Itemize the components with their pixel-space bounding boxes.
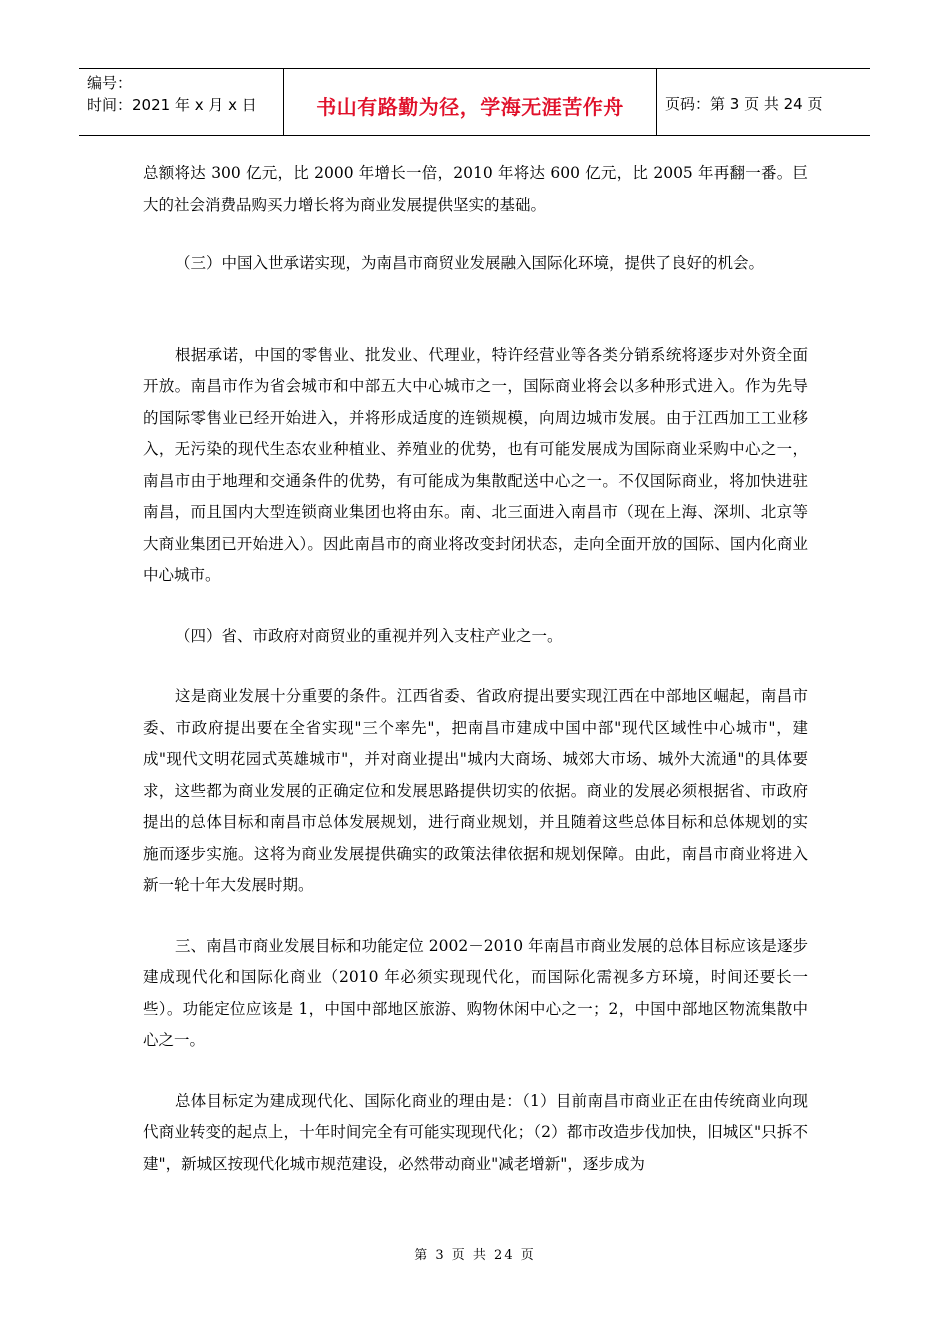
header-time: 时间：2021 年 x 月 x 日 — [87, 96, 257, 114]
paragraph: 这是商业发展十分重要的条件。江西省委、省政府提出要实现江西在中部地区崛起，南昌市委、市政府提出要在全省实现"三个率先"，把南昌市建成中国中部"现代区域性中心城市"，建成"现代文明花园式英雄城市"，并对商业提出"城内大商场、城郊大市场、城外大流通"的具体要求，这些都为商业发展的正确定位和发展思路提供切实的依据。商业的发展必须根据省、市政府提出的总体目标和南昌市总体发展规划，进行商业规划，并且随着这些总体目标和总体规划的实施而逐步实施。这将为商业发展提供确实的政策法律依据和规划保障。由此，南昌市商业将进入新一轮十年大发展时期。 — [143, 687, 808, 894]
paragraph: 总额将达 300 亿元，比 2000 年增长一倍，2010 年将达 600 亿元，比 2005 年再翻一番。巨大的社会消费品购买力增长将为商业发展提供坚实的基础。 — [143, 164, 808, 214]
paragraph: 根据承诺，中国的零售业、批发业、代理业，特许经营业等各类分销系统将逐步对外资全面开放。南昌市作为省会城市和中部五大中心城市之一，国际商业将会以多种形式进入。作为先导的国际零售业已经开始进入，并将形成适度的连锁规模，向周边城市发展。由于江西加工工业移入，无污染的现代生态农业种植业、养殖业的优势，也有可能发展成为国际商业采购中心之一，南昌市由于地理和交通条件的优势，有可能成为集散配送中心之一。不仅国际商业，将加快进驻南昌，而且国内大型连锁商业集团也将由东。南、北三面进入南昌市（现在上海、深圳、北京等大商业集团已开始进入）。因此南昌市的商业将改变封闭状态，走向全面开放的国际、国内化商业中心城市。 — [143, 345, 808, 584]
document-header — [79, 68, 870, 136]
document-body — [143, 158, 808, 1180]
page-footer: 第 3 页 共 24 页 — [414, 1248, 536, 1263]
header-page-info: 页码：第 3 页 共 24 页 — [665, 94, 823, 113]
paragraph: 三、南昌市商业发展目标和功能定位 2002－2010 年南昌市商业发展的总体目标应该是逐步建成现代化和国际化商业（2010 年必须实现现代化，而国际化需视多方环境，时间还要长一些）。功能定位应该是 1，中国中部地区旅游、购物休闲中心之一；2，中国中部地区物流集散中心之一。 — [143, 936, 808, 1049]
section-heading: （三）中国入世承诺实现，为南昌市商贸业发展融入国际化环境，提供了良好的机会。 — [175, 254, 765, 272]
section-heading: （四）省、市政府对商贸业的重视并列入支柱产业之一。 — [175, 626, 563, 645]
header-number: 编号： — [87, 74, 133, 92]
header-meta — [79, 69, 283, 135]
paragraph: 总体目标定为建成现代化、国际化商业的理由是：（1）目前南昌市商业正在由传统商业向现代商业转变的起点上，十年时间完全有可能实现现代化；（2）都市改造步伐加快，旧城区"只拆不建"，新城区按现代化城市规范建设，必然带动商业"减老增新"，逐步成为 — [143, 1091, 808, 1173]
header-motto: 书山有路勤为径，学海无涯苦作舟 — [283, 69, 657, 135]
